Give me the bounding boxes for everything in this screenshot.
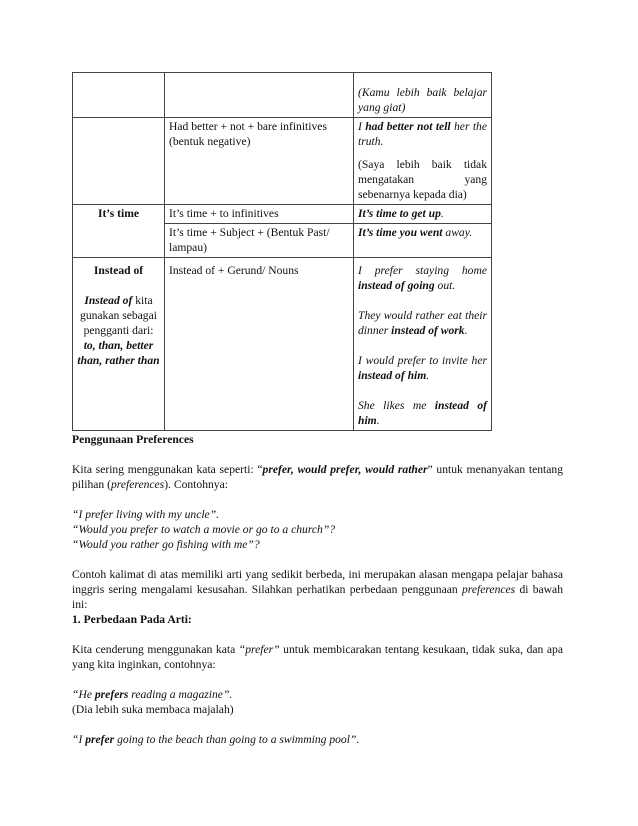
cell-example <box>354 73 492 118</box>
explanation-paragraph <box>72 567 563 612</box>
grammar-table <box>72 72 492 431</box>
keyword-italic: preferences <box>461 583 516 596</box>
example-text: . <box>376 414 380 427</box>
example-text: I would prefer to invite her <box>358 354 487 367</box>
example-sentence: “He prefers reading a magazine”. <box>72 688 233 701</box>
pattern-text: It’s time + Subject + (Bentuk Past/ lampau) <box>169 226 330 254</box>
row-label: It’s time <box>97 207 140 220</box>
keyword-italic: preferences <box>110 478 165 491</box>
example-text: She likes me <box>358 399 435 412</box>
prefer-paragraph <box>72 642 563 672</box>
example-text: They would rather eat their dinner <box>358 309 487 337</box>
cell-example <box>354 258 492 431</box>
example-highlight: instead of going <box>358 279 435 292</box>
example-text: . <box>440 207 444 220</box>
keyword-highlight: prefer <box>85 733 115 746</box>
cell-example <box>354 118 492 205</box>
cell-pattern <box>165 118 354 205</box>
keyword-italic: “prefer” <box>238 643 280 656</box>
example-highlight: instead of him <box>358 369 427 382</box>
cell-empty <box>73 118 165 205</box>
paragraph-text: Contoh kalimat di atas memiliki arti yang sedikit berbeda, ini merupakan alasan mengapa pelajar bahasa inggris sering mengalami kesusahan. Silahkan perhatikan perbedaan penggunaan <box>72 568 563 596</box>
subheading: 1. Perbedaan Pada Arti: <box>72 613 192 626</box>
example-translation: (Dia lebih suka membaca majalah) <box>72 703 234 716</box>
section-title: Penggunaan Preferences <box>72 433 194 446</box>
keyword-highlight: prefers <box>94 688 129 701</box>
paragraph-text: di bawah ini: <box>72 583 563 611</box>
row-label: Instead of <box>93 264 144 277</box>
example-text: It’s time <box>358 207 400 220</box>
example-sentence: “I prefer going to the beach than going to a swimming pool”. <box>72 733 360 746</box>
cell-label-instead-of <box>73 258 165 431</box>
table-row-its-time-1 <box>73 205 492 224</box>
paragraph-text: Kita sering menggunakan kata seperti: “ <box>72 463 263 476</box>
table-row-continued <box>73 73 492 118</box>
intro-paragraph <box>72 462 563 492</box>
example-text: I prefer staying home <box>358 264 487 277</box>
cell-example <box>354 224 492 258</box>
example-text: . <box>426 369 430 382</box>
example-text: her the truth. <box>358 120 487 148</box>
keyword-highlight: prefer, would prefer, would rather <box>262 463 428 476</box>
cell-example <box>354 205 492 224</box>
pattern-text: Instead of + Gerund/ Nouns <box>169 264 299 277</box>
example-text: away. <box>442 226 473 239</box>
pattern-text: Had better + not + bare infinitives (bentuk negative) <box>169 120 327 148</box>
example-sentence: “Would you prefer to watch a movie or go to a church”? <box>72 523 336 536</box>
cell-empty <box>73 73 165 118</box>
paragraph-text: untuk membicarakan tentang kesukaan, tidak suka, dan apa yang kita inginkan, contohnya: <box>72 643 563 671</box>
cell-label-its-time <box>73 205 165 258</box>
example-highlight: It’s time you went <box>358 226 443 239</box>
cell-empty <box>165 73 354 118</box>
example-highlight: instead of work <box>391 324 465 337</box>
table-row-instead-of <box>73 258 492 431</box>
pattern-text: It’s time + to infinitives <box>169 207 279 220</box>
preferences-section <box>72 432 563 747</box>
example-highlight: instead of him <box>358 399 488 427</box>
desc-alternatives: to, than, better than, rather than <box>77 339 160 367</box>
example-sentence: “Would you rather go fishing with me”? <box>72 538 260 551</box>
example-highlight: had better not tell <box>365 120 451 133</box>
paragraph-text: ). Contohnya: <box>164 478 228 491</box>
example-text: out. <box>434 279 456 292</box>
paragraph-text: ” untuk menanyakan tentang pilihan ( <box>72 463 563 491</box>
paragraph-text: Kita cenderung menggunakan kata <box>72 643 239 656</box>
cell-pattern <box>165 205 354 224</box>
example-text: . <box>464 324 468 337</box>
instead-of-description <box>77 293 160 368</box>
example-sentence: “I prefer living with my uncle”. <box>72 508 220 521</box>
table-row-had-better-not <box>73 118 492 205</box>
cell-pattern <box>165 258 354 431</box>
desc-highlight: Instead of <box>84 294 133 307</box>
desc-text: kita gunakan sebagai pengganti dari: <box>80 294 157 337</box>
example-text: I <box>358 120 366 133</box>
example-translation: (Kamu lebih baik belajar yang giat) <box>358 86 487 114</box>
cell-pattern <box>165 224 354 258</box>
example-highlight: to get up <box>399 207 441 220</box>
example-translation: (Saya lebih baik tidak mengatakan yang sebenarnya kepada dia) <box>358 158 487 201</box>
